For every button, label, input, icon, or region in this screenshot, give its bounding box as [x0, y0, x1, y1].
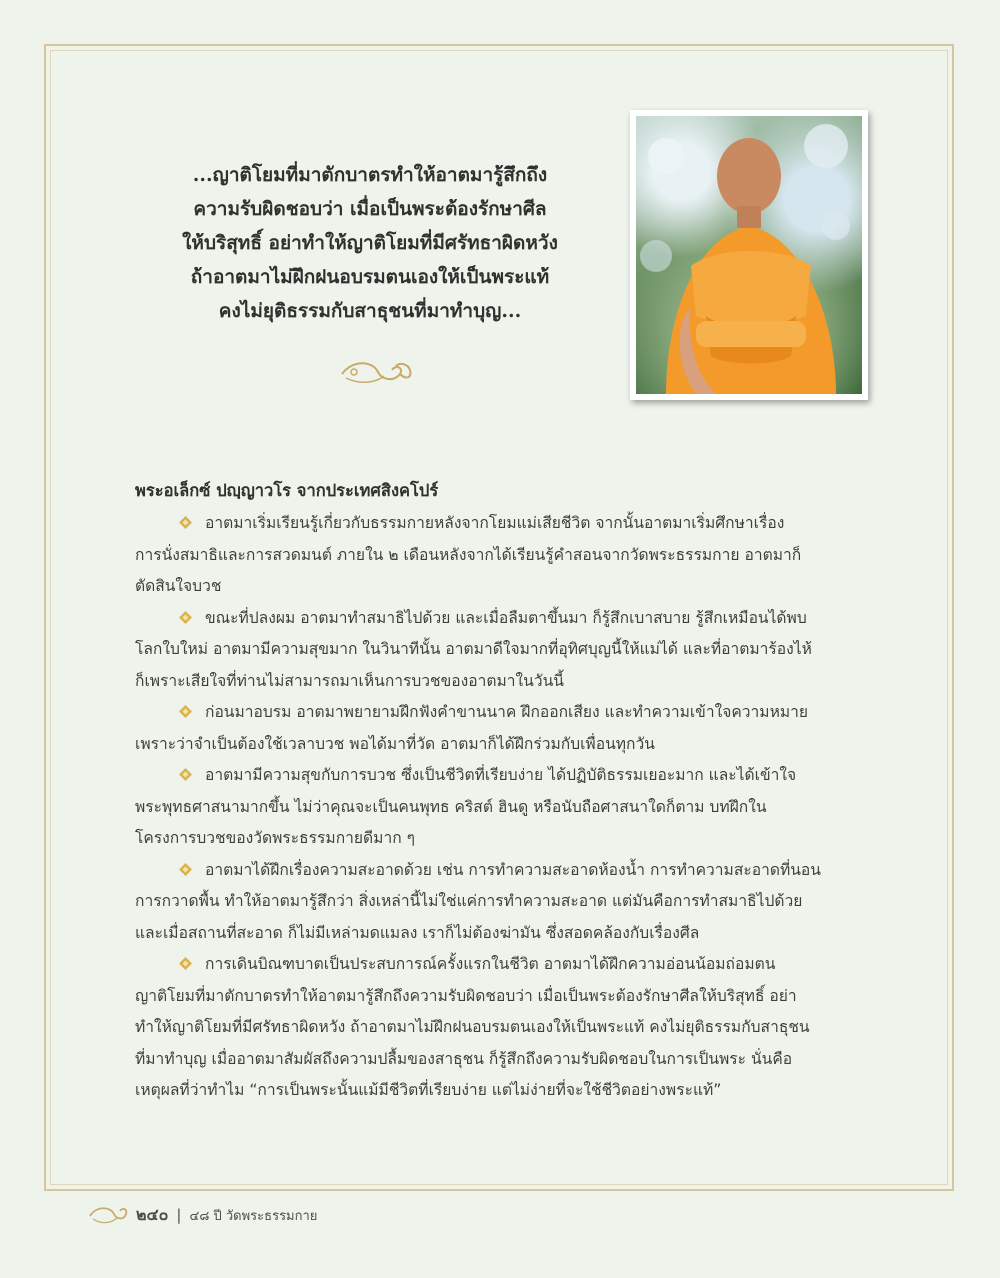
monk-photo-frame — [630, 110, 868, 400]
diamond-bullet-icon — [179, 611, 192, 624]
footer-separator: | — [176, 1206, 182, 1224]
paragraph-line: การกวาดพื้น ทำให้อาตมารู้สึกว่า สิ่งเหล่านี้ไม่ใช่แค่การทำความสะอาด แต่มันคือการทำสมาธิไปด้วย — [135, 892, 803, 910]
paragraph-line: การเดินบิณฑบาตเป็นประสบการณ์ครั้งแรกในชีวิต อาตมาได้ฝึกความอ่อนน้อมถ่อมตน — [205, 955, 776, 973]
pull-quote-line: ความรับผิดชอบว่า เมื่อเป็นพระต้องรักษาศีล — [193, 198, 547, 220]
paragraph-line: ขณะที่ปลงผม อาตมาทำสมาธิไปด้วย และเมื่อลืมตาขึ้นมา ก็รู้สึกเบาสบาย รู้สึกเหมือนได้พบ — [205, 608, 807, 627]
paragraph-line: และเมื่อสถานที่สะอาด ก็ไม่มีเหล่ามดแมลง เราก็ไม่ต้องฆ่ามัน ซึ่งสอดคล้องกับเรื่องศีล — [135, 923, 700, 942]
paragraph-line: อาตมามีความสุขกับการบวช ซึ่งเป็นชีวิตที่เรียบง่าย ได้ปฏิบัติธรรมเยอะมาก และได้เข้าใจ — [205, 766, 797, 784]
monk-photo — [636, 116, 862, 394]
book-title: ๔๘ ปี วัดพระธรรมกาย — [189, 1208, 318, 1224]
paragraph-line: เหตุผลที่ว่าทำไม “การเป็นพระนั้นแม้มีชีวิตที่เรียบง่าย แต่ไม่ง่ายที่จะใช้ชีวิตอย่างพระแท้” — [135, 1081, 722, 1099]
paragraph-line: อาตมาเริ่มเรียนรู้เกี่ยวกับธรรมกายหลังจากโยมแม่เสียชีวิต จากนั้นอาตมาเริ่มศึกษาเรื่อง — [205, 514, 785, 532]
pull-quote-line: ...ญาติโยมที่มาตักบาตรทำให้อาตมารู้สึกถึง — [192, 164, 548, 186]
paragraph — [135, 949, 865, 1107]
paragraph-line: เพราะว่าจำเป็นต้องใช้เวลาบวช พอได้มาที่วัด อาตมาก็ได้ฝึกร่วมกับเพื่อนทุกวัน — [135, 734, 655, 753]
paragraph — [135, 697, 865, 760]
paragraph — [135, 760, 865, 855]
paragraph-line: โลกใบใหม่ อาตมามีความสุขมาก ในวินาทีนั้น อาตมาดีใจมากที่อุทิศบุญนี้ให้แม่ได้ และที่อาตมาร้องไห้ — [135, 640, 812, 658]
pull-quote-line: คงไม่ยุติธรรมกับสาธุชนที่มาทำบุญ... — [218, 300, 522, 322]
page-number: ๒๔๐ — [136, 1204, 169, 1224]
paragraph-line: การนั่งสมาธิและการสวดมนต์ ภายใน ๒ เดือนหลังจากได้เรียนรู้คำสอนจากวัดพระธรรมกาย อาตมาก็ — [135, 545, 802, 564]
paragraph-line: ก็เพราะเสียใจที่ท่านไม่สามารถมาเห็นการบวชของอาตมาในวันนี้ — [135, 671, 564, 690]
pull-quote — [155, 158, 585, 328]
paragraph — [135, 855, 865, 950]
pull-quote-line: ให้บริสุทธิ์ อย่าทำให้ญาติโยมที่มีศรัทธาผิดหวัง — [182, 232, 558, 254]
paragraph-line: ก่อนมาอบรม อาตมาพยายามฝึกฟังคำขานนาค ฝึกออกเสียง และทำความเข้าใจความหมาย — [205, 703, 809, 721]
article-body — [135, 508, 865, 1107]
monk-illustration — [636, 116, 862, 394]
diamond-bullet-icon — [179, 516, 192, 529]
paragraph-line: โครงการบวชของวัดพระธรรมกายดีมาก ๆ — [135, 829, 415, 847]
scroll-flourish-icon — [88, 1204, 130, 1226]
paragraph-line: ที่มาทำบุญ เมื่ออาตมาสัมผัสถึงความปลื้มของสาธุชน ก็รู้สึกถึงความรับผิดชอบในการเป็นพระ นั่นคือ — [135, 1049, 793, 1068]
diamond-bullet-icon — [179, 705, 192, 718]
diamond-bullet-icon — [179, 957, 192, 970]
paragraph-line: ญาติโยมที่มาตักบาตรทำให้อาตมารู้สึกถึงความรับผิดชอบว่า เมื่อเป็นพระต้องรักษาศีลให้บริสุทธิ์ อย่า — [135, 986, 797, 1005]
scroll-flourish-icon — [338, 356, 414, 388]
paragraph-line: อาตมาได้ฝึกเรื่องความสะอาดด้วย เช่น การทำความสะอาดห้องน้ำ การทำความสะอาดที่นอน — [205, 860, 821, 879]
paragraph — [135, 603, 865, 698]
pull-quote-line: ถ้าอาตมาไม่ฝึกฝนอบรมตนเองให้เป็นพระแท้ — [190, 266, 550, 288]
paragraph-line: ทำให้ญาติโยมที่มีศรัทธาผิดหวัง ถ้าอาตมาไม่ฝึกฝนอบรมตนเองให้เป็นพระแท้ คงไม่ยุติธรรมกับสาธุชน — [135, 1018, 810, 1036]
paragraph-line: ตัดสินใจบวช — [135, 577, 222, 595]
article-heading: พระอเล็กซ์ ปญฺญาวโร จากประเทศสิงคโปร์ — [135, 481, 439, 500]
page-footer — [88, 1200, 317, 1230]
paragraph-line: พระพุทธศาสนามากขึ้น ไม่ว่าคุณจะเป็นคนพุทธ คริสต์ ฮินดู หรือนับถือศาสนาใดก็ตาม บทฝึกใน — [135, 797, 767, 816]
paragraph — [135, 508, 865, 603]
diamond-bullet-icon — [179, 863, 192, 876]
diamond-bullet-icon — [179, 768, 192, 781]
